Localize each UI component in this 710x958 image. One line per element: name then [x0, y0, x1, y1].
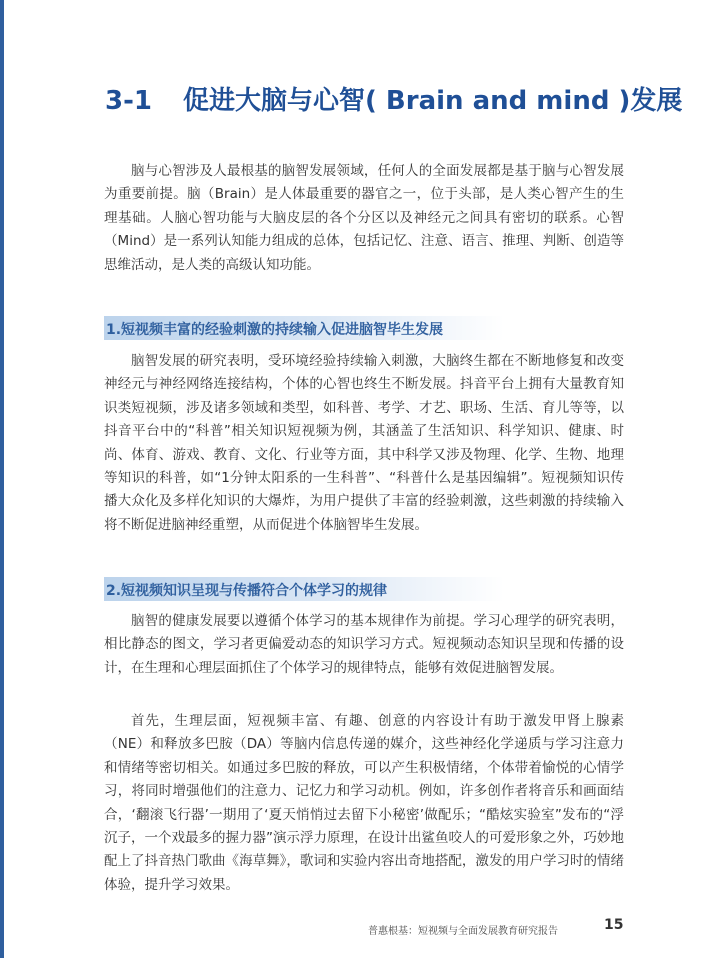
- left-edge-rule: [0, 0, 4, 958]
- section-1-paragraph: 脑智发展的研究表明，受环境经验持续输入刺激，大脑终生都在不断地修复和改变神经元与神经网络连接结构，个体的心智也终生不断发展。抖音平台上拥有大量教育知识类短视频，涉及诸多领域和类型，如科普、考学、才艺、职场、生活、育儿等等，以抖音平台中的“科普”相关知识短视频为例，其涵盖了生活知识、科学知识、健康、时尚、体育、游戏、教育、文化、行业等方面，其中科学又涉及物理、化学、生物、地理等知识的科普，如“1分钟太阳系的一生科普”、“科普什么是基因编辑”。短视频知识传播大众化及多样化知识的大爆炸，为用户提供了丰富的经验刺激，这些刺激的持续输入将不断促进脑神经重塑，从而促进个体脑智毕生发展。: [104, 353, 624, 533]
- section-number: 3-1: [105, 86, 152, 116]
- section-heading-1: [104, 316, 504, 340]
- footer-report-title: 普惠根基：短视频与全面发展教育研究报告: [368, 926, 558, 937]
- page-title: [105, 80, 683, 117]
- intro-paragraph: 脑与心智涉及人最根基的脑智发展领域，任何人的全面发展都是基于脑与心智发展为重要前提。脑（Brain）是人体最重要的器官之一，位于头部，是人类心智产生的生理基础。人脑心智功能与大脑皮层的各个分区以及神经元之间具有密切的联系。心智（Mind）是一系列认知能力组成的总体，包括记忆、注意、语言、推理、判断、创造等思维活动，是人类的高级认知功能。: [104, 163, 624, 273]
- section-2-paragraph-1: 脑智的健康发展要以遵循个体学习的基本规律作为前提。学习心理学的研究表明，相比静态的图文，学习者更偏爱动态的知识学习方式。短视频动态知识呈现和传播的设计，在生理和心理层面抓住了个体学习的规律特点，能够有效促进脑智发展。: [104, 613, 624, 676]
- section-heading-2: [104, 577, 504, 601]
- page-number: 15: [604, 917, 624, 933]
- section-2-paragraph-2: 首先，生理层面，短视频丰富、有趣、创意的内容设计有助于激发甲肾上腺素（NE）和释放多巴胺（DA）等脑内信息传递的媒介，这些神经化学递质与学习注意力和情绪等密切相关。如通过多巴胺的释放，可以产生积极情绪，个体带着愉悦的心情学习，将同时增强他们的注意力、记忆力和学习动机。例如，许多创作者将音乐和画面结合，‘翻滚飞行器’一期用了‘夏天悄悄过去留下小秘密’做配乐；“酷炫实验室”发布的“浮沉子，一个戏最多的握力器”演示浮力原理，在设计出鲨鱼咬人的可爱形象之外，巧妙地配上了抖音热门歌曲《海草舞》，歌词和实验内容出奇地搭配，激发的用户学习时的情绪体验，提升学习效果。: [104, 713, 624, 893]
- section-heading-2-text: 2.短视频知识呈现与传播符合个体学习的规律: [106, 583, 388, 599]
- section-heading-1-text: 1.短视频丰富的经验刺激的持续输入促进脑智毕生发展: [106, 322, 444, 338]
- section-title-text: 促进大脑与心智( Brain and mind )发展: [183, 86, 683, 116]
